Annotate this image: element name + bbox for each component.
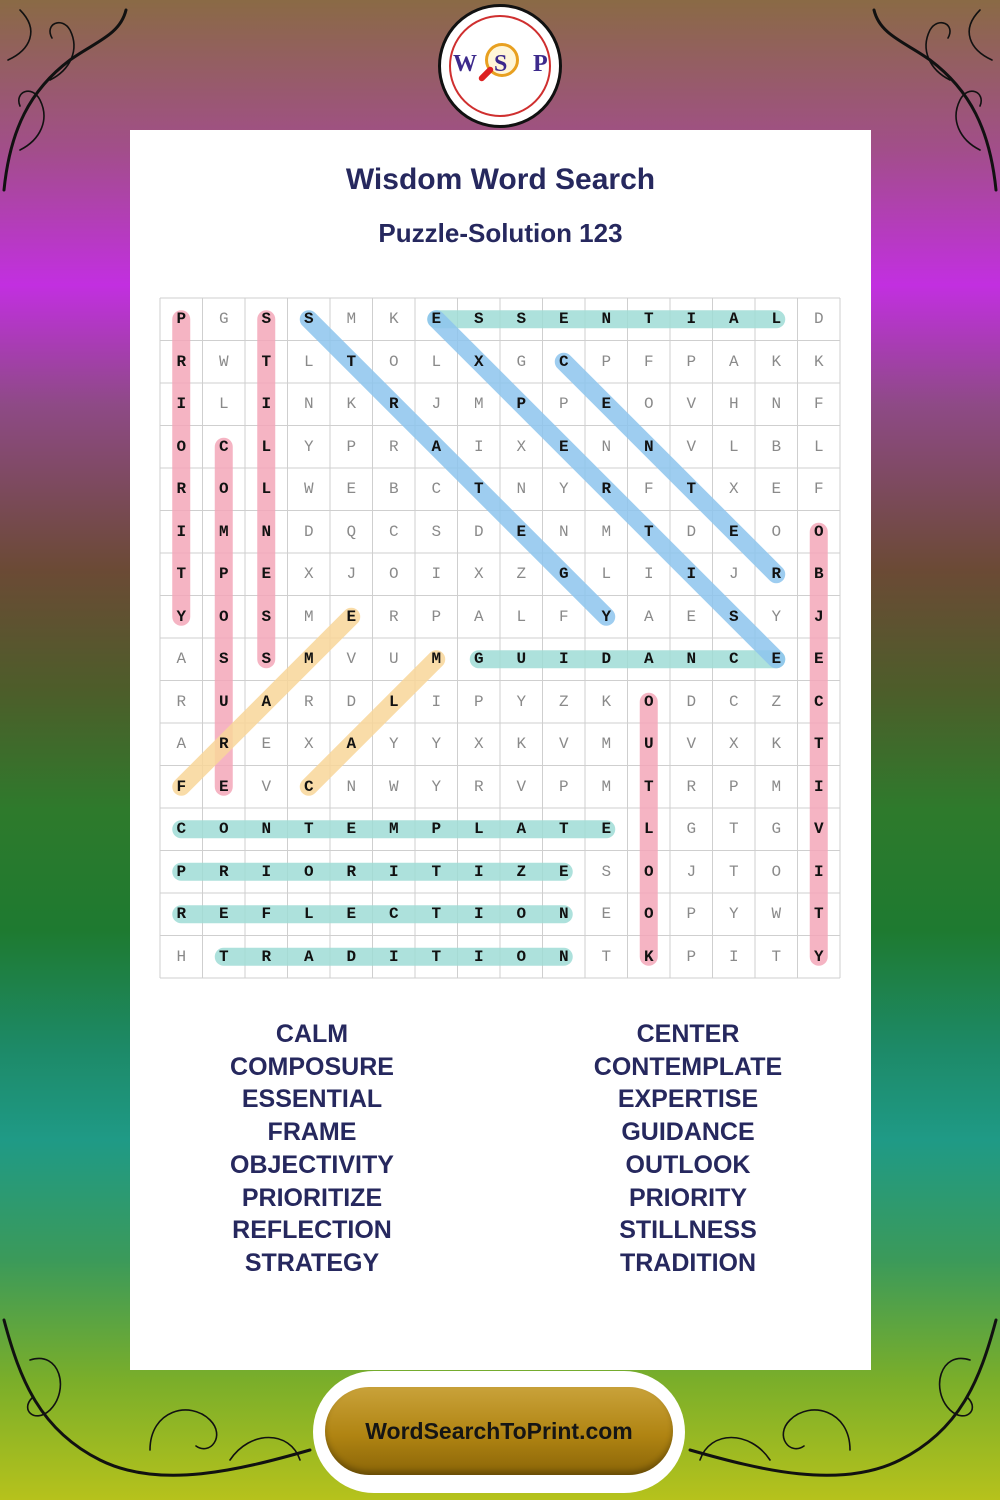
site-link[interactable]: WordSearchToPrint.com bbox=[325, 1387, 673, 1475]
word-list-item: PRIORITIZE bbox=[241, 1183, 383, 1212]
grid-cell[interactable]: I bbox=[261, 395, 272, 413]
grid-cell[interactable]: R bbox=[261, 947, 272, 966]
grid-cell[interactable]: J bbox=[686, 862, 697, 881]
grid-cell[interactable]: T bbox=[473, 480, 484, 498]
grid-cell[interactable]: I bbox=[558, 650, 569, 668]
grid-cell[interactable]: P bbox=[176, 862, 187, 881]
grid-cell[interactable]: F bbox=[643, 480, 654, 498]
grid-cell[interactable]: L bbox=[728, 437, 739, 456]
grid-cell[interactable]: E bbox=[346, 480, 357, 498]
grid-cell[interactable]: R bbox=[218, 862, 229, 881]
grid-cell[interactable]: O bbox=[388, 352, 399, 371]
grid-cell[interactable]: T bbox=[431, 947, 442, 966]
grid-cell[interactable]: T bbox=[643, 522, 654, 541]
grid-cell[interactable]: S bbox=[303, 310, 314, 328]
grid-cell[interactable]: G bbox=[473, 650, 484, 668]
grid-cell[interactable]: F bbox=[643, 352, 654, 371]
grid-cell[interactable]: T bbox=[431, 905, 442, 923]
grid-cell[interactable]: P bbox=[473, 692, 484, 711]
grid-cell[interactable]: U bbox=[388, 650, 399, 668]
grid-cell[interactable]: I bbox=[813, 862, 824, 881]
grid-cell[interactable]: I bbox=[176, 395, 187, 413]
grid-cell[interactable]: C bbox=[431, 480, 442, 498]
grid-cell[interactable]: C bbox=[176, 820, 187, 838]
puzzle-card bbox=[130, 130, 871, 1370]
word-list-item: OBJECTIVITY bbox=[230, 1150, 394, 1179]
grid-cell[interactable]: A bbox=[728, 310, 739, 328]
grid-cell[interactable]: E bbox=[346, 607, 357, 626]
grid-cell[interactable]: N bbox=[771, 395, 782, 413]
grid-cell[interactable]: A bbox=[473, 607, 484, 626]
grid-cell[interactable]: E bbox=[686, 607, 697, 626]
grid-cell[interactable]: W bbox=[218, 352, 229, 371]
grid-cell[interactable]: O bbox=[643, 905, 654, 923]
grid-cell[interactable]: U bbox=[643, 735, 654, 753]
grid-cell[interactable]: V bbox=[813, 820, 824, 838]
grid-cell[interactable]: Y bbox=[176, 607, 187, 626]
grid-cell[interactable]: O bbox=[218, 820, 229, 838]
grid-cell[interactable]: T bbox=[643, 777, 654, 796]
grid-cell[interactable]: W bbox=[303, 480, 314, 498]
grid-cell[interactable]: S bbox=[261, 310, 272, 328]
grid-cell[interactable]: N bbox=[303, 395, 314, 413]
grid-cell[interactable]: S bbox=[516, 310, 527, 328]
grid-cell[interactable]: R bbox=[601, 480, 612, 498]
grid-cell[interactable]: E bbox=[431, 310, 442, 328]
grid-cell[interactable]: N bbox=[601, 310, 612, 328]
grid-cell[interactable]: T bbox=[431, 862, 442, 881]
grid-cell[interactable]: I bbox=[431, 692, 442, 711]
grid-cell[interactable]: D bbox=[686, 522, 697, 541]
grid-cell[interactable]: C bbox=[388, 905, 399, 923]
grid-cell[interactable]: O bbox=[771, 522, 782, 541]
grid-cell[interactable]: N bbox=[601, 437, 612, 456]
grid-cell[interactable]: B bbox=[813, 565, 824, 583]
grid-cell[interactable]: M bbox=[601, 522, 612, 541]
grid-cell[interactable]: K bbox=[771, 735, 782, 753]
grid-cell[interactable]: P bbox=[431, 820, 442, 838]
grid-cell[interactable]: L bbox=[643, 820, 654, 838]
grid-cell[interactable]: C bbox=[558, 352, 569, 371]
grid-cell[interactable]: E bbox=[601, 395, 612, 413]
grid-cell[interactable]: M bbox=[303, 650, 314, 668]
grid-cell[interactable]: V bbox=[686, 735, 697, 753]
grid-cell[interactable]: W bbox=[771, 905, 782, 923]
grid-cell[interactable]: E bbox=[346, 820, 357, 838]
word-list-item: CENTER bbox=[636, 1020, 740, 1048]
grid-cell[interactable]: A bbox=[431, 437, 442, 456]
grid-cell[interactable]: L bbox=[261, 480, 272, 498]
grid-cell[interactable]: V bbox=[261, 777, 272, 796]
grid-cell[interactable]: V bbox=[686, 395, 697, 413]
grid-cell[interactable]: D bbox=[686, 692, 697, 711]
grid-cell[interactable]: Y bbox=[388, 735, 399, 753]
grid-cell[interactable]: R bbox=[388, 437, 399, 456]
grid-cell[interactable]: B bbox=[388, 480, 399, 498]
grid-cell[interactable]: F bbox=[176, 777, 187, 796]
grid-cell[interactable]: A bbox=[643, 607, 654, 626]
grid-cell[interactable]: Y bbox=[558, 480, 569, 498]
logo-letter-p: P bbox=[533, 51, 548, 77]
grid-cell[interactable]: M bbox=[601, 735, 612, 753]
grid-cell[interactable]: I bbox=[473, 862, 484, 881]
grid-cell[interactable]: F bbox=[813, 395, 824, 413]
grid-cell[interactable]: Y bbox=[728, 905, 739, 923]
grid-cell[interactable]: I bbox=[261, 862, 272, 881]
grid-cell[interactable]: N bbox=[558, 947, 569, 966]
grid-cell[interactable]: R bbox=[771, 565, 782, 583]
word-list-item: STRATEGY bbox=[244, 1248, 380, 1277]
grid-cell[interactable]: V bbox=[516, 777, 527, 796]
grid-cell[interactable]: A bbox=[346, 735, 357, 753]
grid-cell[interactable]: Y bbox=[601, 607, 612, 626]
grid-cell[interactable]: D bbox=[346, 692, 357, 711]
grid-cell[interactable]: I bbox=[473, 437, 484, 456]
grid-cell[interactable]: P bbox=[346, 437, 357, 456]
page-title: Wisdom Word Search bbox=[345, 163, 656, 196]
grid-cell[interactable]: C bbox=[218, 437, 229, 456]
grid-cell[interactable]: E bbox=[261, 565, 272, 583]
grid-cell[interactable]: L bbox=[601, 565, 612, 583]
grid-cell[interactable]: Y bbox=[431, 735, 442, 753]
grid-cell[interactable]: C bbox=[728, 692, 739, 711]
grid-cell[interactable]: P bbox=[686, 352, 697, 371]
grid-cell[interactable]: O bbox=[388, 565, 399, 583]
grid-cell[interactable]: Z bbox=[516, 565, 527, 583]
word-list-item: COMPOSURE bbox=[230, 1052, 394, 1081]
word-list-item: GUIDANCE bbox=[621, 1118, 755, 1147]
word-list-item: EXPERTISE bbox=[617, 1085, 759, 1114]
grid-cell[interactable]: Y bbox=[516, 692, 527, 711]
grid-cell[interactable]: Z bbox=[516, 862, 527, 881]
grid-cell[interactable]: D bbox=[601, 650, 612, 668]
grid-cell[interactable]: Y bbox=[771, 607, 782, 626]
grid-cell[interactable]: T bbox=[771, 947, 782, 966]
grid-cell[interactable]: G bbox=[771, 820, 782, 838]
grid-cell[interactable]: I bbox=[431, 565, 442, 583]
grid-cell[interactable]: L bbox=[388, 692, 399, 711]
grid-cell[interactable]: T bbox=[813, 735, 824, 753]
site-logo[interactable] bbox=[438, 4, 562, 128]
grid-cell[interactable]: K bbox=[516, 735, 527, 753]
grid-cell[interactable]: Y bbox=[431, 777, 442, 796]
grid-cell[interactable]: X bbox=[303, 565, 314, 583]
grid-cell[interactable]: I bbox=[176, 522, 187, 541]
grid-cell[interactable]: X bbox=[728, 480, 739, 498]
grid-cell[interactable]: R bbox=[176, 480, 187, 498]
grid-cell[interactable]: L bbox=[813, 437, 824, 456]
grid-cell[interactable]: P bbox=[601, 352, 612, 371]
grid-cell[interactable]: O bbox=[218, 480, 229, 498]
grid-cell[interactable]: M bbox=[303, 607, 314, 626]
grid-cell[interactable]: I bbox=[728, 947, 739, 966]
grid-cell[interactable]: Y bbox=[813, 947, 824, 966]
grid-cell[interactable]: O bbox=[303, 862, 314, 881]
grid-cell[interactable]: V bbox=[686, 437, 697, 456]
grid-cell[interactable]: N bbox=[516, 480, 527, 498]
grid-cell[interactable]: C bbox=[813, 692, 824, 711]
grid-cell[interactable]: I bbox=[813, 777, 824, 796]
grid-cell[interactable]: O bbox=[218, 607, 229, 626]
grid-cell[interactable]: T bbox=[601, 947, 612, 966]
grid-cell[interactable]: C bbox=[388, 522, 399, 541]
grid-cell[interactable]: N bbox=[686, 650, 697, 668]
word-list-item: TRADITION bbox=[619, 1248, 757, 1277]
grid-cell[interactable]: E bbox=[601, 820, 612, 838]
grid-cell[interactable]: E bbox=[558, 862, 569, 881]
grid-cell[interactable]: N bbox=[558, 522, 569, 541]
grid-cell[interactable]: I bbox=[473, 947, 484, 966]
grid-cell[interactable]: O bbox=[516, 905, 527, 923]
grid-cell[interactable]: S bbox=[261, 607, 272, 626]
grid-cell[interactable]: R bbox=[176, 692, 187, 711]
grid-cell[interactable]: P bbox=[686, 947, 697, 966]
word-list-item: FRAME bbox=[267, 1118, 357, 1147]
grid-cell[interactable]: E bbox=[516, 522, 527, 541]
grid-cell[interactable]: L bbox=[218, 395, 229, 413]
grid-cell[interactable]: P bbox=[516, 395, 527, 413]
grid-cell[interactable]: A bbox=[261, 692, 272, 711]
grid-cell[interactable]: F bbox=[558, 607, 569, 626]
grid-cell[interactable]: N bbox=[643, 437, 654, 456]
grid-cell[interactable]: U bbox=[218, 692, 229, 711]
grid-cell[interactable]: T bbox=[176, 565, 187, 583]
grid-cell[interactable]: E bbox=[218, 777, 229, 796]
grid-cell[interactable]: G bbox=[218, 310, 229, 328]
word-list-item: OUTLOOK bbox=[625, 1150, 751, 1179]
grid-cell[interactable]: I bbox=[388, 947, 399, 966]
grid-cell[interactable]: L bbox=[473, 820, 484, 838]
grid-cell[interactable]: I bbox=[686, 310, 697, 328]
grid-cell[interactable]: E bbox=[771, 650, 782, 668]
grid-cell[interactable]: O bbox=[643, 692, 654, 711]
grid-cell[interactable]: E bbox=[728, 522, 739, 541]
grid-cell[interactable]: N bbox=[558, 905, 569, 923]
grid-cell[interactable]: S bbox=[601, 862, 612, 881]
grid-cell[interactable]: Z bbox=[558, 692, 569, 711]
grid-cell[interactable]: K bbox=[771, 352, 782, 371]
grid-cell[interactable]: N bbox=[261, 820, 272, 838]
grid-cell[interactable]: J bbox=[728, 565, 739, 583]
word-search-grid bbox=[160, 298, 840, 978]
ornament-top-left bbox=[0, 0, 130, 200]
grid-cell[interactable]: K bbox=[601, 692, 612, 711]
grid-cell[interactable]: T bbox=[813, 905, 824, 923]
grid-cell[interactable]: R bbox=[388, 395, 399, 413]
logo-letter-w: W bbox=[453, 51, 477, 77]
grid-cell[interactable]: T bbox=[261, 352, 272, 371]
word-list-left bbox=[162, 1018, 462, 1280]
grid-cell[interactable]: V bbox=[346, 650, 357, 668]
grid-cell[interactable]: D bbox=[303, 522, 314, 541]
grid-cell[interactable]: O bbox=[813, 522, 824, 541]
grid-cell[interactable]: O bbox=[176, 437, 187, 456]
grid-cell[interactable]: R bbox=[686, 777, 697, 796]
logo-letter-s: S bbox=[494, 51, 508, 77]
grid-cell[interactable]: O bbox=[643, 862, 654, 881]
grid-cell[interactable]: T bbox=[728, 862, 739, 881]
grid-cell[interactable]: T bbox=[728, 820, 739, 838]
grid-cell[interactable]: J bbox=[813, 607, 824, 626]
grid-cell[interactable]: P bbox=[218, 565, 229, 583]
grid-cell[interactable]: S bbox=[218, 650, 229, 668]
grid-cell[interactable]: P bbox=[558, 777, 569, 796]
grid-cell[interactable]: A bbox=[176, 650, 187, 668]
word-list-item: PRIORITY bbox=[628, 1183, 748, 1212]
grid-cell[interactable]: R bbox=[176, 352, 187, 371]
grid-cell[interactable]: H bbox=[176, 947, 187, 966]
grid-cell[interactable]: E bbox=[558, 437, 569, 456]
grid-cell[interactable]: X bbox=[303, 735, 314, 753]
grid-cell[interactable]: T bbox=[643, 310, 654, 328]
grid-cell[interactable]: E bbox=[218, 905, 229, 923]
grid-cell[interactable]: S bbox=[728, 607, 739, 626]
grid-cell[interactable]: I bbox=[388, 862, 399, 881]
grid-cell[interactable]: R bbox=[176, 905, 187, 923]
grid-cell[interactable]: O bbox=[643, 395, 654, 413]
grid-cell[interactable]: R bbox=[473, 777, 484, 796]
grid-cell[interactable]: A bbox=[516, 820, 527, 838]
grid-cell[interactable]: F bbox=[261, 905, 272, 923]
grid-cell[interactable]: M bbox=[218, 522, 229, 541]
grid-cell[interactable]: U bbox=[516, 650, 527, 668]
grid-cell[interactable]: P bbox=[558, 395, 569, 413]
grid-cell[interactable]: L bbox=[771, 310, 782, 328]
grid-cell[interactable]: L bbox=[303, 905, 314, 923]
grid-cell[interactable]: I bbox=[686, 565, 697, 583]
word-list-item: STILLNESS bbox=[619, 1216, 757, 1245]
grid-cell[interactable]: E bbox=[261, 735, 272, 753]
grid-cell[interactable]: Z bbox=[771, 692, 782, 711]
grid-cell[interactable]: K bbox=[388, 310, 399, 328]
grid-cell[interactable]: A bbox=[643, 650, 654, 668]
grid-cell[interactable]: G bbox=[516, 352, 527, 371]
grid-cell[interactable]: N bbox=[261, 522, 272, 541]
grid-cell[interactable]: S bbox=[431, 522, 442, 541]
grid-cell[interactable]: C bbox=[303, 777, 314, 796]
grid-cell[interactable]: F bbox=[813, 480, 824, 498]
grid-cell[interactable]: P bbox=[176, 310, 187, 328]
grid-cell[interactable]: X bbox=[516, 437, 527, 456]
grid-cell[interactable]: P bbox=[686, 905, 697, 923]
grid-cell[interactable]: E bbox=[601, 905, 612, 923]
grid-cell[interactable]: J bbox=[431, 395, 442, 413]
grid-cell[interactable]: T bbox=[218, 947, 229, 966]
grid-cell[interactable]: S bbox=[473, 310, 484, 328]
word-list-item: CONTEMPLATE bbox=[593, 1052, 783, 1081]
word-list-item: REFLECTION bbox=[232, 1216, 392, 1245]
grid-cell[interactable]: E bbox=[346, 905, 357, 923]
grid-cell[interactable]: A bbox=[728, 352, 739, 371]
grid-cell[interactable]: L bbox=[516, 607, 527, 626]
grid-cell[interactable]: T bbox=[686, 480, 697, 498]
grid-cell[interactable]: R bbox=[303, 692, 314, 711]
grid-cell[interactable]: M bbox=[388, 820, 399, 838]
grid-cell[interactable]: D bbox=[813, 310, 824, 328]
grid-cell[interactable]: G bbox=[558, 565, 569, 583]
grid-cell[interactable]: I bbox=[643, 565, 654, 583]
grid-cell[interactable]: P bbox=[728, 777, 739, 796]
grid-cell[interactable]: D bbox=[346, 947, 357, 966]
grid-cell[interactable]: J bbox=[346, 565, 357, 583]
grid-cell[interactable]: R bbox=[218, 735, 229, 753]
grid-cell[interactable]: D bbox=[473, 522, 484, 541]
word-list-right bbox=[538, 1018, 838, 1280]
grid-cell[interactable]: M bbox=[431, 650, 442, 668]
grid-cell[interactable]: O bbox=[516, 947, 527, 966]
grid-cell[interactable]: R bbox=[346, 862, 357, 881]
grid-cell[interactable]: T bbox=[558, 820, 569, 838]
ornament-top-right bbox=[870, 0, 1000, 200]
grid-cell[interactable]: M bbox=[771, 777, 782, 796]
grid-cell[interactable]: K bbox=[643, 947, 654, 966]
grid-cell[interactable]: K bbox=[346, 395, 357, 413]
word-list-item: CALM bbox=[275, 1020, 349, 1048]
grid-cell[interactable]: S bbox=[261, 650, 272, 668]
grid-cell[interactable]: K bbox=[813, 352, 824, 371]
grid-cell[interactable]: X bbox=[473, 735, 484, 753]
grid-cell[interactable]: C bbox=[728, 650, 739, 668]
grid-cell[interactable]: E bbox=[558, 310, 569, 328]
grid-cell[interactable]: L bbox=[431, 352, 442, 371]
grid-cell[interactable]: X bbox=[473, 565, 484, 583]
grid-cell[interactable]: I bbox=[473, 905, 484, 923]
grid-cell[interactable]: Q bbox=[346, 522, 357, 541]
grid-cell[interactable]: V bbox=[558, 735, 569, 753]
grid-cell[interactable]: E bbox=[813, 650, 824, 668]
grid-cell[interactable]: G bbox=[686, 820, 697, 838]
grid-cell[interactable]: B bbox=[771, 437, 782, 456]
grid-cell[interactable]: A bbox=[176, 735, 187, 753]
grid-cell[interactable]: H bbox=[728, 395, 739, 413]
grid-cell[interactable]: A bbox=[303, 947, 314, 966]
grid-cell[interactable]: E bbox=[771, 480, 782, 498]
grid-cell[interactable]: T bbox=[346, 352, 357, 371]
grid-cell[interactable]: L bbox=[261, 437, 272, 456]
grid-cell[interactable]: L bbox=[303, 352, 314, 371]
grid-cell[interactable]: X bbox=[473, 352, 484, 371]
grid-cell[interactable]: N bbox=[346, 777, 357, 796]
grid-cell[interactable]: W bbox=[388, 777, 399, 796]
grid-cell[interactable]: Y bbox=[303, 437, 314, 456]
grid-cell[interactable]: P bbox=[431, 607, 442, 626]
grid-cell[interactable]: O bbox=[771, 862, 782, 881]
grid-cell[interactable]: X bbox=[728, 735, 739, 753]
grid-cell[interactable]: R bbox=[388, 607, 399, 626]
grid-cell[interactable]: T bbox=[303, 820, 314, 838]
grid-cell[interactable]: M bbox=[601, 777, 612, 796]
page-subtitle: Puzzle-Solution 123 bbox=[378, 218, 623, 248]
footer-badge bbox=[313, 1371, 685, 1493]
word-list-item: ESSENTIAL bbox=[241, 1085, 383, 1114]
grid-cell[interactable]: M bbox=[346, 310, 357, 328]
grid-cell[interactable]: M bbox=[473, 395, 484, 413]
